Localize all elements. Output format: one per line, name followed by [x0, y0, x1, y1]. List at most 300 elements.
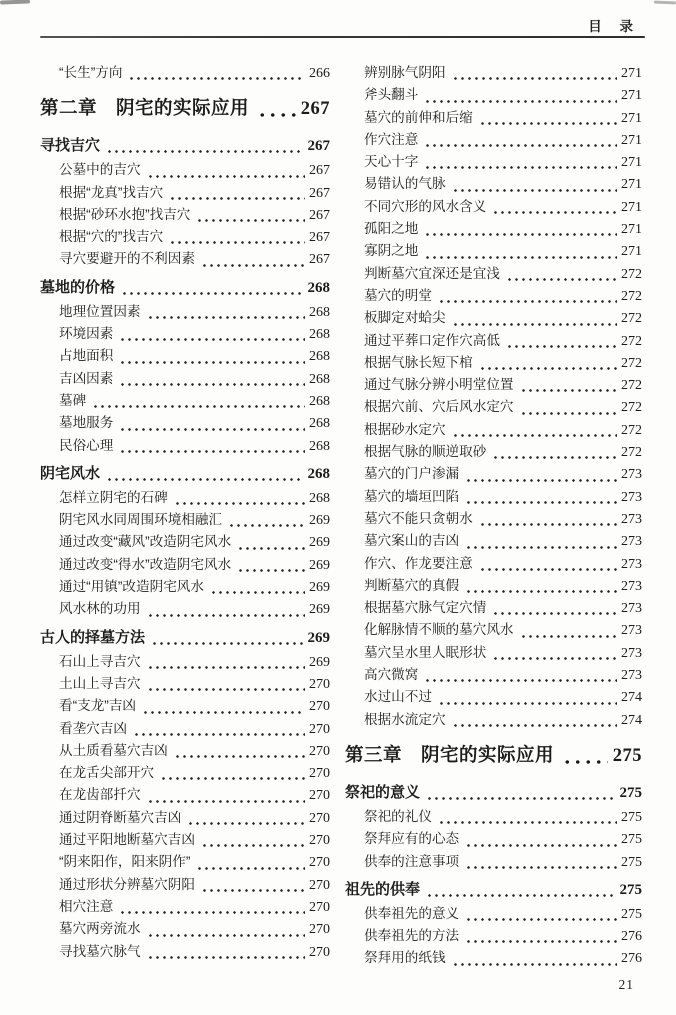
toc-entry-title: 民俗心理: [59, 437, 114, 453]
toc-entry-page: 275: [619, 784, 642, 801]
toc-entry-page: 271: [621, 244, 642, 260]
toc-entry-title: 墓穴案山的吉凶: [364, 533, 460, 549]
toc-entry: [345, 151, 642, 173]
toc-entry-page: 270: [309, 833, 330, 849]
toc-entry: [40, 277, 330, 299]
dot-leader: [562, 760, 608, 764]
toc-entry-title: 不同穴形的风水含义: [364, 198, 487, 214]
toc-entry: [345, 709, 642, 731]
toc-entry-title: 墓穴的墙垣凹陷: [364, 488, 460, 504]
dot-leader: [119, 383, 305, 386]
toc-entry-title: 根据“砂环水抱”找吉穴: [59, 206, 191, 222]
dot-leader: [201, 889, 305, 892]
toc-entry: [40, 598, 330, 620]
toc-entry: [345, 530, 642, 552]
toc-entry-title: 墓穴呈水里人眠形状: [364, 644, 487, 660]
toc-entry-page: 270: [309, 699, 330, 715]
toc-entry-title: 在龙齿部扦穴: [59, 787, 141, 803]
toc-entry-page: 273: [621, 668, 642, 684]
toc-entry-page: 267: [309, 230, 330, 246]
toc-entry-title: 墓穴的前伸和后缩: [364, 109, 473, 125]
toc-entry-page: 272: [621, 333, 642, 349]
toc-entry-page: 271: [621, 155, 642, 171]
toc-entry: [345, 107, 642, 129]
toc-entry-page: 268: [309, 393, 330, 409]
page-number: 21: [618, 977, 634, 992]
toc-entry-title: 公墓中的吉穴: [59, 162, 141, 178]
toc-entry-title: 墓穴的明堂: [364, 287, 432, 303]
toc-entry-title: 墓碑: [59, 392, 87, 408]
toc-entry: [345, 396, 642, 418]
dot-leader: [520, 389, 617, 392]
toc-entry: [40, 463, 330, 485]
toc-entry-title: 墓穴的门户渗漏: [364, 466, 460, 482]
dot-leader: [438, 821, 617, 824]
toc-entry: [345, 597, 642, 619]
dot-leader: [438, 300, 617, 303]
toc-entry-page: 267: [307, 138, 330, 155]
toc-entry-page: 270: [309, 855, 330, 871]
toc-entry-page: 271: [621, 132, 642, 148]
dot-leader: [119, 911, 305, 914]
dot-leader: [424, 233, 617, 236]
dot-leader: [465, 866, 617, 869]
toc-entry-title: 祭拜用的纸钱: [364, 950, 446, 966]
toc-entry: [345, 330, 642, 352]
dot-leader: [465, 940, 617, 943]
toc-entry: [40, 159, 330, 181]
toc-entry-title: 根据“龙真”找吉穴: [59, 184, 164, 200]
dot-leader: [147, 956, 305, 959]
toc-entry-title: 地理位置因素: [59, 303, 141, 319]
toc-entry-page: 267: [300, 99, 330, 120]
toc-entry: [40, 226, 330, 248]
toc-entry-page: 276: [621, 951, 642, 967]
dot-leader: [147, 934, 305, 937]
dot-leader: [169, 197, 305, 200]
toc-entry: [40, 248, 330, 270]
dot-leader: [196, 867, 305, 870]
dot-leader: [147, 688, 305, 691]
toc-entry: [40, 874, 330, 896]
toc-entry-title: 怎样立阴宅的石碑: [59, 489, 168, 505]
dot-leader: [147, 614, 305, 617]
scan-smudge-top-left: [0, 0, 30, 5]
toc-entry: [345, 619, 642, 641]
toc-entry-page: 270: [309, 810, 330, 826]
toc-entry-page: 270: [309, 743, 330, 759]
toc-entry-page: 273: [621, 623, 642, 639]
toc-entry: [345, 307, 642, 329]
toc-entry: [345, 352, 642, 374]
toc-entry-page: 272: [621, 445, 642, 461]
toc-entry-title: 板脚定对蛤尖: [364, 310, 446, 326]
toc-entry-title: 墓地的价格: [40, 278, 116, 296]
table-of-contents: [40, 56, 642, 970]
dot-leader: [492, 456, 617, 459]
toc-entry-page: 270: [309, 766, 330, 782]
toc-entry-page: 273: [621, 601, 642, 617]
toc-entry-title: 祭拜应有的心态: [364, 831, 460, 847]
toc-entry: [40, 651, 330, 673]
dot-leader: [452, 77, 617, 80]
toc-entry: [345, 553, 642, 575]
toc-entry-page: 269: [309, 557, 330, 573]
toc-entry-title: 通过平葬口定作穴高低: [364, 332, 500, 348]
toc-entry-title: 根据水流定穴: [364, 711, 446, 727]
toc-entry-page: 272: [621, 266, 642, 282]
toc-entry-page: 267: [309, 185, 330, 201]
toc-entry-page: 274: [621, 712, 642, 728]
dot-leader: [106, 478, 303, 481]
dot-leader: [424, 679, 617, 682]
toc-entry: [40, 531, 330, 553]
toc-entry-title: 占地面积: [59, 348, 114, 364]
toc-entry-page: 271: [621, 66, 642, 81]
toc-entry: [40, 740, 330, 762]
toc-entry: [345, 851, 642, 873]
toc-entry-title: 判断墓穴宜深还是宜浅: [364, 265, 500, 281]
dot-leader: [228, 524, 305, 527]
toc-entry: [345, 196, 642, 218]
toc-entry-title: 根据气脉的顺逆取砂: [364, 444, 487, 460]
toc-entry-page: 268: [309, 371, 330, 387]
toc-entry-title: 环境因素: [59, 326, 114, 342]
toc-entry-page: 272: [621, 311, 642, 327]
dot-leader: [492, 612, 617, 615]
toc-entry-page: 272: [621, 422, 642, 438]
toc-entry: [345, 742, 642, 769]
dot-leader: [119, 450, 305, 453]
toc-entry-title: 第二章 阴宅的实际应用: [40, 97, 250, 119]
toc-entry: [345, 240, 642, 262]
toc-entry-title: 作穴注意: [364, 131, 419, 147]
dot-leader: [520, 412, 617, 415]
toc-entry: [345, 374, 642, 396]
scan-smudge-top-right: [654, 1, 676, 5]
dot-leader: [465, 546, 617, 549]
toc-entry: [345, 925, 642, 947]
toc-entry-page: 271: [621, 222, 642, 238]
toc-entry-title: 第三章 阴宅的实际应用: [345, 743, 555, 765]
toc-entry-title: 根据穴前、穴后风水定穴: [364, 399, 514, 415]
toc-entry: [40, 941, 330, 963]
toc-entry-title: 看“支龙”吉凶: [59, 698, 137, 714]
toc-entry-page: 273: [621, 556, 642, 572]
dot-leader: [452, 323, 617, 326]
toc-entry: [40, 204, 330, 226]
toc-entry-title: 寻找墓穴脉气: [59, 943, 141, 959]
toc-entry-title: 相穴注意: [59, 898, 114, 914]
toc-entry-title: 通过形状分辨墓穴阴阳: [59, 876, 195, 892]
dot-leader: [237, 547, 305, 550]
toc-entry: [40, 323, 330, 345]
toc-entry-page: 269: [307, 629, 330, 646]
dot-leader: [424, 100, 617, 103]
dot-leader: [479, 523, 617, 526]
dot-leader: [424, 166, 617, 169]
toc-entry-page: 268: [309, 327, 330, 343]
toc-entry-page: 274: [621, 690, 642, 706]
toc-entry-page: 273: [621, 534, 642, 550]
toc-entry-title: 通过改变“得水”改造阴宅风水: [59, 556, 232, 572]
toc-entry-page: 271: [621, 110, 642, 126]
toc-entry-page: 266: [309, 66, 330, 81]
toc-entry: [345, 62, 642, 84]
toc-entry: [40, 851, 330, 873]
toc-entry-page: 269: [309, 654, 330, 670]
dot-leader: [452, 189, 617, 192]
dot-leader: [479, 568, 617, 571]
toc-entry: [345, 218, 642, 240]
toc-entry-title: 根据“穴的”找吉穴: [59, 229, 164, 245]
toc-entry: [345, 782, 642, 804]
toc-entry-title: 易错认的气脉: [364, 176, 446, 192]
dot-leader: [438, 702, 617, 705]
dot-leader: [237, 569, 305, 572]
toc-entry-page: 268: [307, 279, 330, 296]
toc-entry: [40, 576, 330, 598]
dot-leader: [160, 777, 305, 780]
toc-entry-title: 供奉祖先的意义: [364, 905, 460, 921]
toc-entry-title: 作穴、作龙要注意: [364, 555, 473, 571]
toc-entry: [345, 441, 642, 463]
toc-entry-title: 土山上寻吉穴: [59, 675, 141, 691]
toc-entry: [345, 806, 642, 828]
dot-leader: [142, 711, 305, 714]
toc-entry-page: 271: [621, 88, 642, 104]
dot-leader: [151, 642, 303, 645]
dot-leader: [465, 501, 617, 504]
dot-leader: [147, 666, 305, 669]
toc-entry: [345, 686, 642, 708]
dot-leader: [520, 635, 617, 638]
toc-entry-title: 阴宅风水: [40, 464, 101, 482]
toc-entry-title: 祖先的供奉: [345, 880, 421, 898]
dot-leader: [147, 316, 305, 319]
toc-entry-page: 272: [621, 288, 642, 304]
toc-entry: [345, 879, 642, 901]
dot-leader: [492, 211, 617, 214]
toc-entry-title: 孤阳之地: [364, 221, 419, 237]
toc-entry-page: 268: [309, 349, 330, 365]
running-head-title: 目 录: [588, 19, 640, 34]
dot-leader: [452, 724, 617, 727]
toc-entry: [40, 345, 330, 367]
toc-entry-page: 268: [309, 438, 330, 454]
toc-entry: [40, 435, 330, 457]
dot-leader: [196, 219, 305, 222]
toc-entry: [345, 173, 642, 195]
toc-entry-title: 根据气脉长短下棺: [364, 354, 473, 370]
toc-entry: [345, 84, 642, 106]
toc-entry-title: 祭祀的礼仪: [364, 808, 432, 824]
toc-entry: [40, 718, 330, 740]
toc-entry-title: 寻找吉穴: [40, 137, 101, 155]
toc-entry: [345, 903, 642, 925]
toc-entry: [40, 762, 330, 784]
toc-entry-page: 270: [309, 944, 330, 960]
toc-entry-title: 寡阴之地: [364, 243, 419, 259]
toc-entry: [345, 947, 642, 969]
dot-leader: [465, 918, 617, 921]
toc-entry-page: 269: [309, 580, 330, 596]
toc-entry-title: 看垄穴吉凶: [59, 720, 127, 736]
toc-entry: [40, 368, 330, 390]
toc-entry-title: 风水林的功用: [59, 601, 141, 617]
toc-entry-page: 271: [621, 199, 642, 215]
toc-entry-title: 古人的择墓方法: [40, 628, 146, 646]
toc-entry-page: 275: [621, 854, 642, 870]
toc-entry-title: 斧头翻斗: [364, 87, 419, 103]
toc-entry-page: 267: [309, 163, 330, 179]
toc-entry-page: 270: [309, 922, 330, 938]
toc-column-right: [345, 56, 642, 970]
toc-entry-page: 270: [309, 721, 330, 737]
toc-entry-title: 根据砂水定穴: [364, 421, 446, 437]
dot-leader: [174, 502, 305, 505]
toc-entry-title: 辨别脉气阴阳: [364, 65, 446, 80]
toc-entry-title: “长生”方向: [59, 65, 123, 80]
toc-entry-page: 275: [612, 745, 642, 766]
dot-leader: [119, 338, 305, 341]
toc-entry-page: 269: [309, 535, 330, 551]
toc-entry: [40, 918, 330, 940]
toc-entry: [345, 828, 642, 850]
toc-entry: [345, 575, 642, 597]
dot-leader: [424, 144, 617, 147]
dot-leader: [187, 822, 305, 825]
toc-entry-page: 270: [309, 676, 330, 692]
toc-entry: [40, 95, 330, 122]
toc-entry: [40, 509, 330, 531]
toc-entry-title: 水过山不过: [364, 689, 432, 705]
dot-leader: [121, 292, 303, 295]
toc-entry-title: 墓穴两旁流水: [59, 921, 141, 937]
toc-entry-page: 268: [309, 304, 330, 320]
dot-leader: [452, 434, 617, 437]
toc-entry: [345, 419, 642, 441]
toc-entry-title: 通过阴脊断墓穴吉凶: [59, 809, 182, 825]
toc-entry-page: 268: [309, 416, 330, 432]
toc-entry-page: 273: [621, 511, 642, 527]
toc-entry-title: 墓地服务: [59, 415, 114, 431]
dot-leader: [452, 963, 617, 966]
dot-leader: [465, 590, 617, 593]
toc-entry-page: 275: [621, 832, 642, 848]
toc-entry-page: 270: [309, 788, 330, 804]
toc-entry: [345, 463, 642, 485]
toc-entry-title: 天心十字: [364, 154, 419, 170]
dot-leader: [492, 657, 617, 660]
toc-entry-page: 275: [619, 881, 642, 898]
toc-entry-page: 272: [621, 400, 642, 416]
toc-entry-page: 275: [621, 809, 642, 825]
toc-entry-page: 272: [621, 378, 642, 394]
toc-entry-title: 供奉的注意事项: [364, 853, 460, 869]
toc-entry-page: 273: [621, 578, 642, 594]
toc-entry-page: 270: [309, 899, 330, 915]
dot-leader: [479, 367, 617, 370]
toc-entry-title: 通过气脉分辨小明堂位置: [364, 377, 514, 393]
dot-leader: [174, 755, 305, 758]
toc-entry: [40, 487, 330, 509]
toc-entry-page: 272: [621, 355, 642, 371]
toc-entry-title: 墓穴不能只贪朝水: [364, 510, 473, 526]
toc-entry: [40, 412, 330, 434]
toc-entry: [345, 285, 642, 307]
toc-entry: [40, 829, 330, 851]
toc-entry-title: 化解脉情不顺的墓穴风水: [364, 622, 514, 638]
dot-leader: [128, 77, 305, 80]
toc-entry-page: 273: [621, 467, 642, 483]
dot-leader: [119, 361, 305, 364]
toc-entry-page: 273: [621, 489, 642, 505]
toc-column-left: [40, 56, 330, 970]
dot-leader: [133, 733, 305, 736]
toc-entry: [345, 129, 642, 151]
toc-entry-page: 268: [307, 465, 330, 482]
toc-entry: [345, 486, 642, 508]
toc-entry-title: 阴宅风水同周围环境相融汇: [59, 512, 223, 528]
toc-entry: [40, 695, 330, 717]
toc-entry-title: 祭祀的意义: [345, 783, 421, 801]
toc-entry-page: 269: [309, 513, 330, 529]
toc-entry-title: 判断墓穴的真假: [364, 577, 460, 593]
toc-entry-page: 267: [309, 252, 330, 268]
toc-entry: [40, 896, 330, 918]
toc-entry: [40, 301, 330, 323]
dot-leader: [119, 428, 305, 431]
dot-leader: [465, 844, 617, 847]
dot-leader: [92, 405, 305, 408]
toc-entry-title: 石山上寻吉穴: [59, 653, 141, 669]
toc-entry-title: 根据墓穴脉气定穴情: [364, 600, 487, 616]
toc-entry: [345, 664, 642, 686]
dot-leader: [426, 894, 615, 897]
toc-entry: [40, 807, 330, 829]
toc-entry-page: 267: [309, 207, 330, 223]
dot-leader: [210, 591, 305, 594]
dot-leader: [479, 122, 617, 125]
dot-leader: [257, 113, 296, 117]
toc-entry-page: 275: [621, 906, 642, 922]
toc-entry-title: 在龙舌尖部开穴: [59, 765, 155, 781]
toc-entry: [345, 263, 642, 285]
header-divider: [40, 36, 645, 38]
toc-entry-page: 269: [309, 602, 330, 618]
toc-entry: [40, 62, 330, 84]
toc-entry: [345, 642, 642, 664]
toc-entry-title: 通过“用镇”改造阴宅风水: [59, 579, 204, 595]
dot-leader: [147, 175, 305, 178]
toc-entry: [40, 554, 330, 576]
toc-entry: [40, 784, 330, 806]
dot-leader: [426, 797, 615, 800]
dot-leader: [465, 479, 617, 482]
toc-entry-title: 高穴微窝: [364, 667, 419, 683]
toc-entry-page: 268: [309, 490, 330, 506]
toc-entry: [40, 627, 330, 649]
toc-entry-page: 273: [621, 645, 642, 661]
toc-entry-title: “阴来阳作，阳来阴作”: [59, 854, 191, 870]
dot-leader: [424, 256, 617, 259]
toc-entry: [40, 135, 330, 157]
toc-entry-page: 271: [621, 177, 642, 193]
toc-entry-title: 供奉祖先的方法: [364, 928, 460, 944]
toc-entry: [40, 390, 330, 412]
dot-leader: [201, 264, 305, 267]
